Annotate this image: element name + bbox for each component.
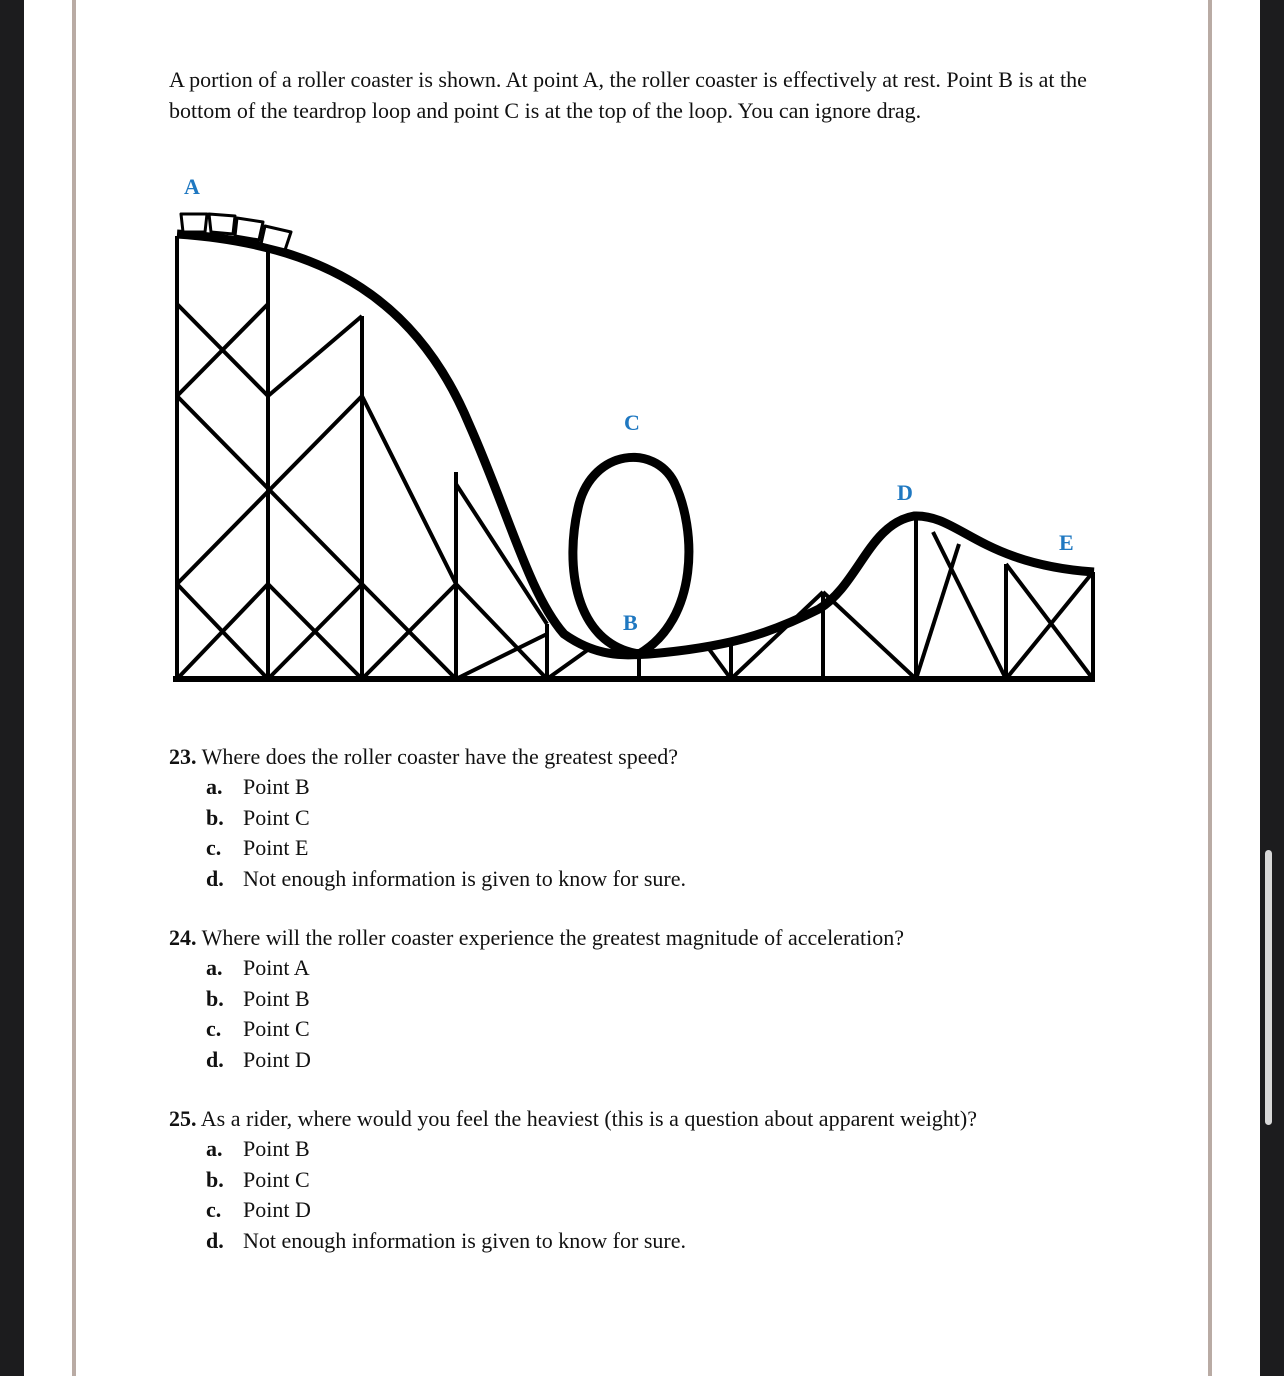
question-text: As a rider, where would you feel the heaviest (this is a question about apparent weight)? [200,1106,978,1131]
label-point-e: E [1059,530,1074,555]
question-25 [169,1104,1149,1256]
question-number: 25. [169,1106,197,1131]
choice-text: Point D [243,1197,311,1222]
label-point-c: C [624,410,640,435]
answer-choice [206,864,1149,895]
question-number: 23. [169,744,197,769]
choice-letter: c. [206,1016,222,1041]
choice-letter: b. [206,804,224,830]
choice-letter: c. [206,835,222,860]
answer-choices [169,1134,1149,1256]
choice-letter: d. [206,1046,224,1072]
question-stem [169,1104,1149,1134]
answer-choice [206,984,1149,1015]
choice-letter: a. [206,955,223,980]
answer-choice [206,1045,1149,1076]
label-point-a: A [184,174,200,199]
choice-letter: d. [206,1227,224,1253]
choice-letter: d. [206,865,224,891]
choice-text: Point C [243,1016,310,1041]
choice-text: Point D [243,1046,311,1072]
page-border-left [72,0,76,1376]
question-number: 24. [169,925,197,950]
question-24 [169,923,1149,1075]
answer-choice [206,772,1149,803]
choice-letter: c. [206,1197,222,1222]
answer-choice [206,1165,1149,1196]
page-border-right [1208,0,1212,1376]
question-text: Where does the roller coaster have the greatest speed? [201,744,679,769]
problem-intro: A portion of a roller coaster is shown. At point A, the roller coaster is effectively at rest. Point B is at the bottom of the teardrop loop and point C is at the top of the loop. You can ignore drag. [169,67,1087,123]
choice-letter: b. [206,985,224,1011]
roller-coaster-figure [169,164,1149,704]
answer-choice [206,1226,1149,1257]
choice-text: Point C [243,804,310,830]
question-list [169,742,1149,1285]
choice-text: Point A [243,955,310,980]
choice-letter: a. [206,1136,223,1161]
scrollbar-thumb[interactable] [1265,850,1272,1125]
choice-text: Point B [243,774,310,799]
answer-choices [169,772,1149,894]
question-text: Where will the roller coaster experience the greatest magnitude of acceleration? [201,925,905,950]
answer-choice [206,1195,1149,1226]
question-stem [169,742,1149,772]
choice-text: Point E [243,835,309,860]
answer-choice [206,803,1149,834]
answer-choices [169,953,1149,1075]
question-stem [169,923,1149,953]
choice-letter: a. [206,774,223,799]
choice-text: Not enough information is given to know for sure. [243,1227,686,1253]
answer-choice [206,833,1149,864]
document-content [169,64,1149,1253]
label-point-d: D [897,480,913,505]
answer-choice [206,953,1149,984]
choice-text: Point B [243,985,310,1011]
label-point-b: B [623,610,638,635]
choice-letter: b. [206,1166,224,1192]
choice-text: Point C [243,1166,310,1192]
choice-text: Not enough information is given to know for sure. [243,865,686,891]
question-23 [169,742,1149,894]
answer-choice [206,1014,1149,1045]
answer-choice [206,1134,1149,1165]
roller-coaster-diagram [169,164,1149,704]
choice-text: Point B [243,1136,310,1161]
